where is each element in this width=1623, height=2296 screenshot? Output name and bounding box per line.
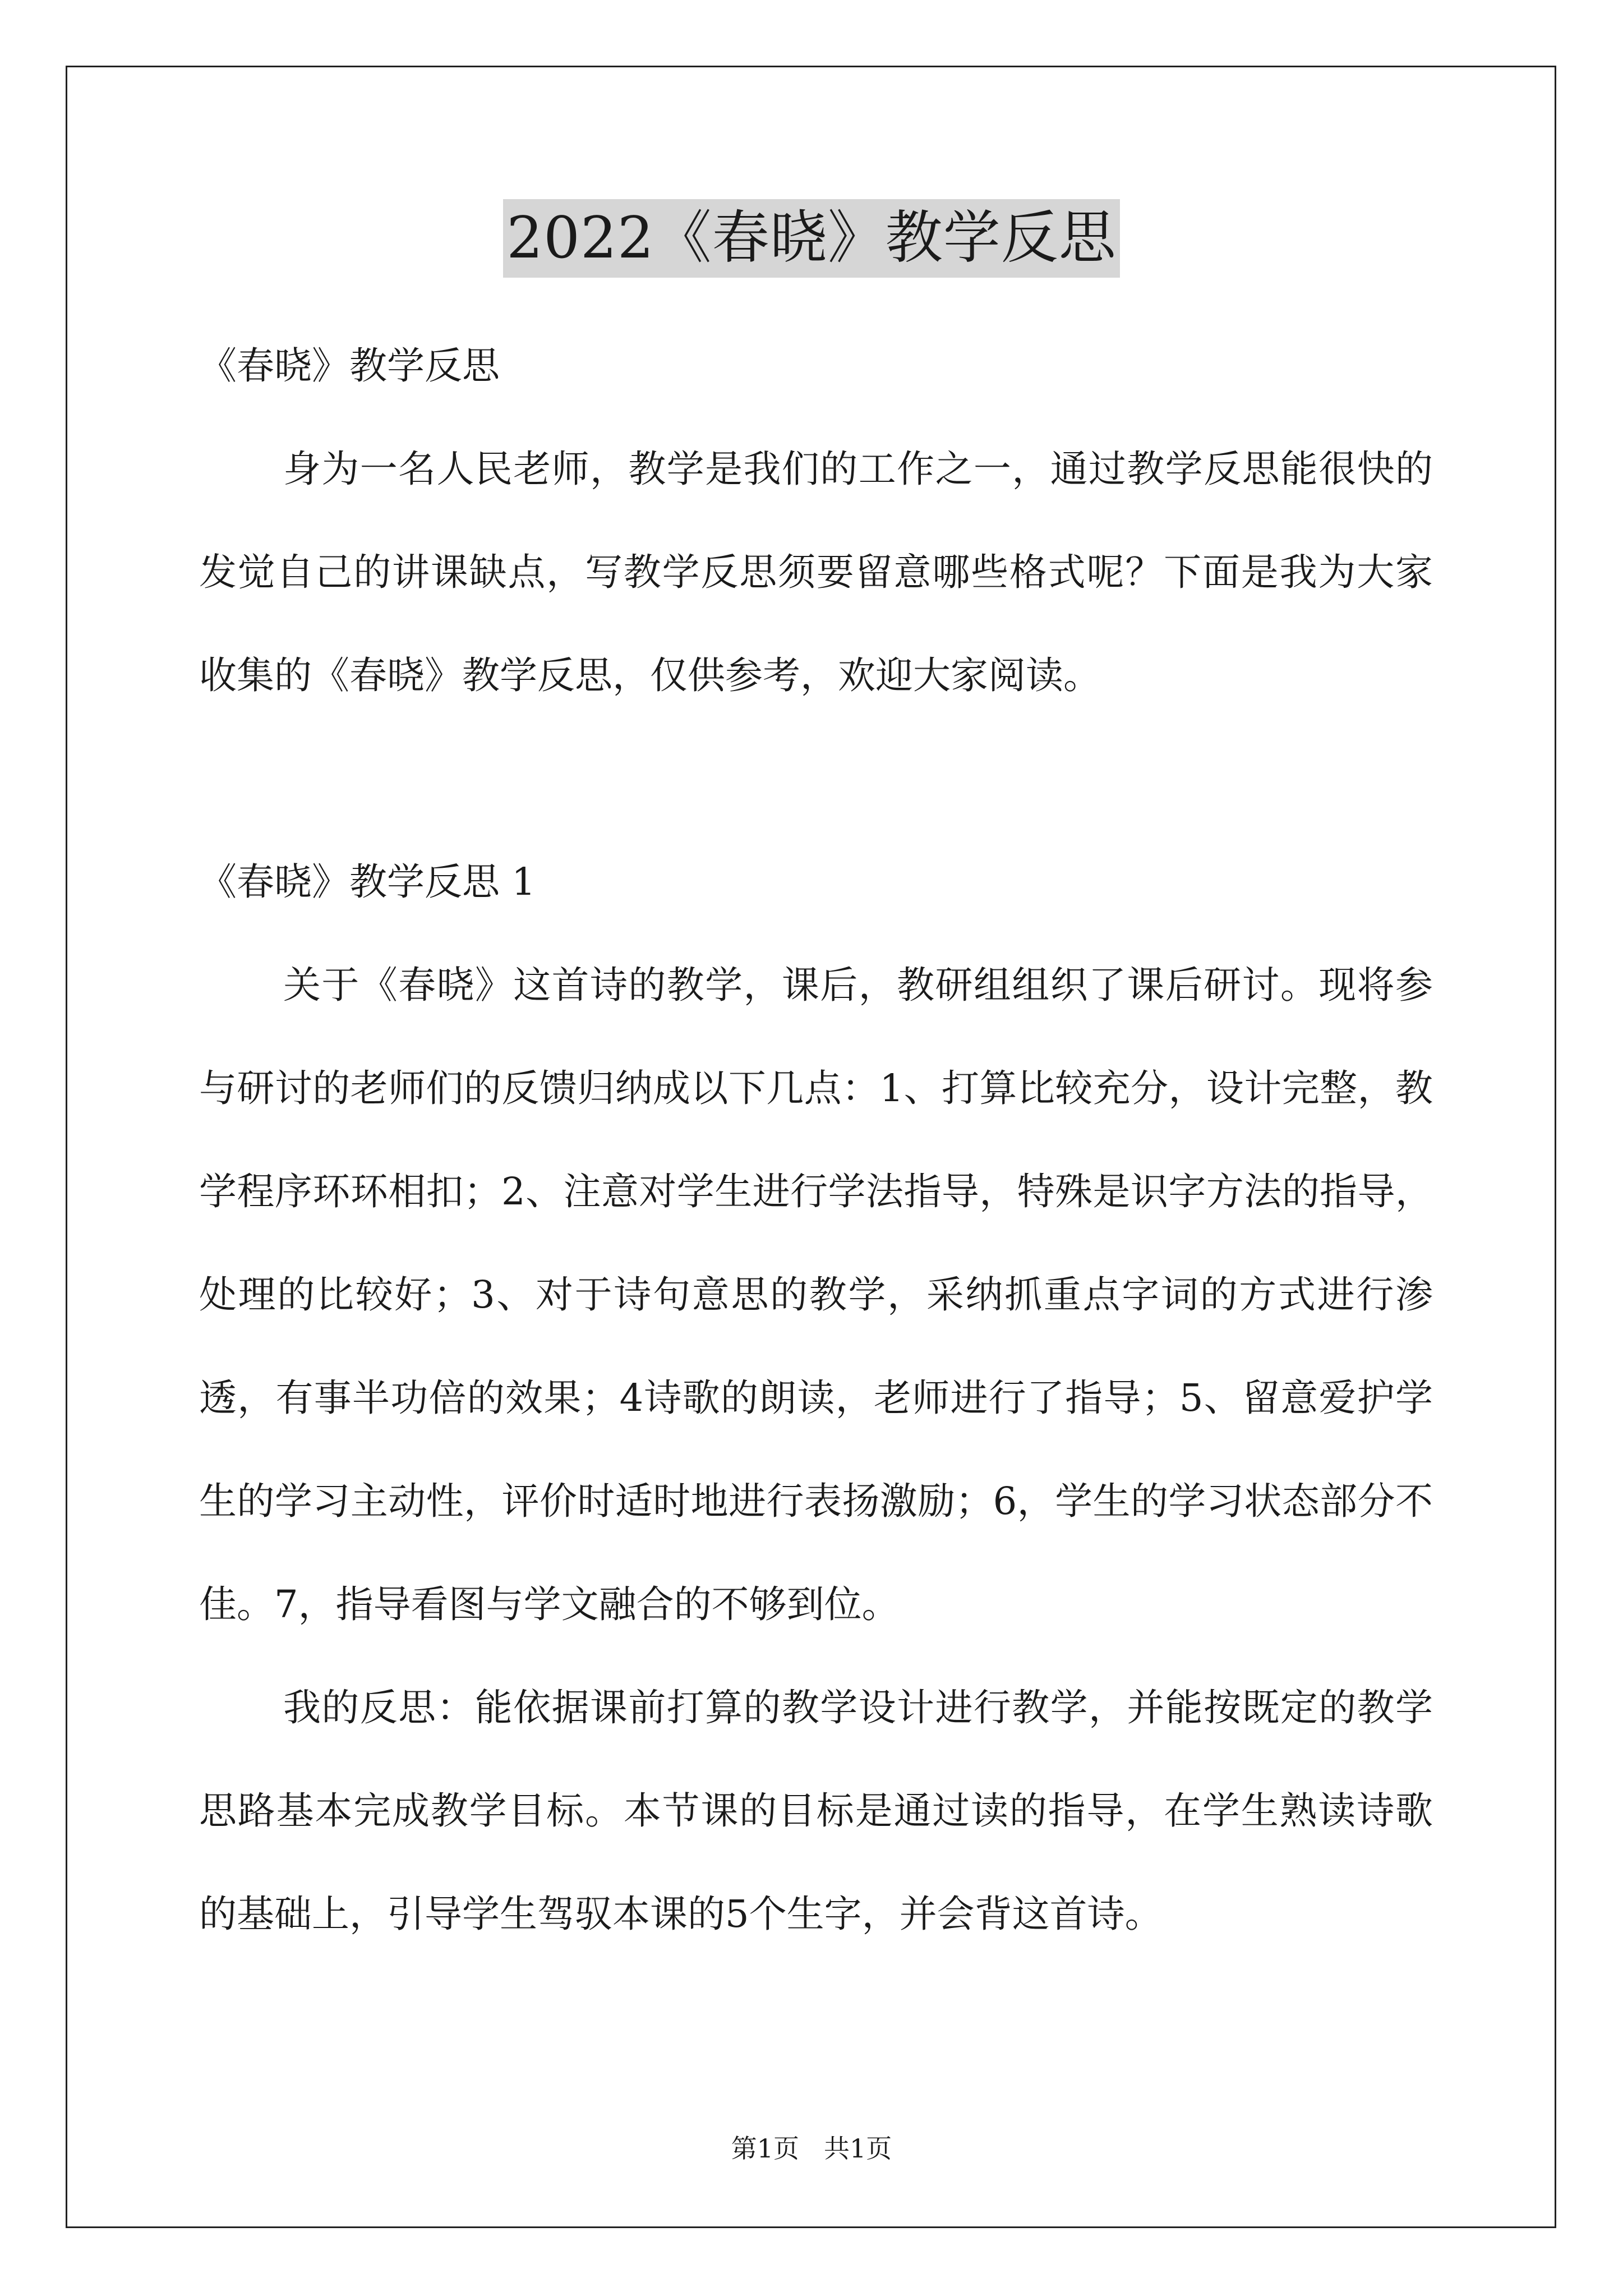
document-title: 2022《春晓》教学反思 — [503, 199, 1120, 278]
page-total: 共1页 — [824, 2133, 892, 2164]
section-paragraph-feedback: 关于《春晓》这首诗的教学，课后，教研组组织了课后研讨。现将参与研讨的老师们的反馈归纳成以下几点：1、打算比较充分，设计完整，教学程序环环相扣；2、注意对学生进行学法指导，特殊是识字方法的指导，处理的比较好；3、对于诗句意思的教学，采纳抓重点字词的方式进行渗透，有事半功倍的效果；4诗歌的朗读，老师进行了指导；5、留意爱护学生的学习主动性，评价时适时地进行表扬激励；6，学生的学习状态部分不佳。7，指导看图与学文融合的不够到位。 — [199, 963, 1433, 1626]
intro-heading: 《春晓》教学反思 — [199, 344, 500, 388]
page-footer — [0, 2132, 1623, 2165]
section-heading: 《春晓》教学反思 1 — [199, 860, 536, 904]
document-body — [199, 314, 1433, 1966]
section-gap — [199, 727, 1433, 830]
title-container — [0, 199, 1623, 278]
intro-paragraph: 身为一名人民老师，教学是我们的工作之一，通过教学反思能很快的发觉自己的讲课缺点，写教学反思须要留意哪些格式呢？下面是我为大家收集的《春晓》教学反思，仅供参考，欢迎大家阅读。 — [199, 447, 1433, 697]
page-number: 第1页 — [731, 2133, 799, 2164]
section-paragraph-reflection: 我的反思：能依据课前打算的教学设计进行教学，并能按既定的教学思路基本完成教学目标。本节课的目标是通过读的指导，在学生熟读诗歌的基础上，引导学生驾驭本课的5个生字，并会背这首诗。 — [199, 1686, 1433, 1936]
